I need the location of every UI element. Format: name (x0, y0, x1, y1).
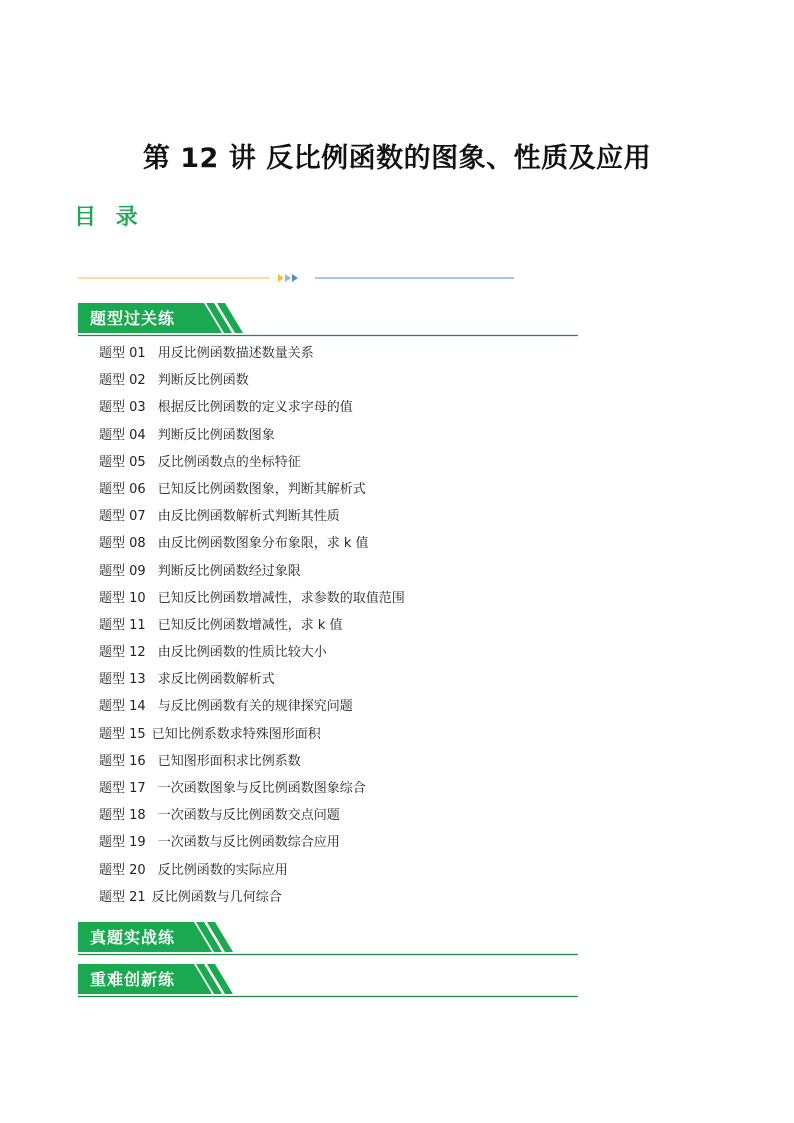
item-number: 题型 02 (99, 373, 146, 389)
toc-item[interactable] (99, 453, 405, 480)
item-number: 题型 03 (99, 400, 146, 416)
toc-item[interactable] (99, 507, 405, 534)
toc-item[interactable] (99, 534, 405, 561)
item-number: 题型 12 (99, 645, 146, 661)
item-number: 题型 16 (99, 753, 146, 769)
item-number: 题型 04 (99, 427, 146, 443)
item-text: 一次函数图象与反比例函数图象综合 (157, 781, 366, 796)
toc-item[interactable] (99, 643, 405, 670)
toc-item[interactable] (99, 697, 405, 724)
item-number: 题型 14 (99, 699, 146, 715)
item-number: 题型 06 (99, 481, 146, 497)
section-header-real-exam[interactable] (78, 922, 578, 956)
item-text: 已知比例系数求特殊图形面积 (151, 726, 321, 742)
item-text: 求反比例函数解析式 (157, 672, 275, 688)
section-label: 真题实战练 (90, 928, 176, 947)
toc-item[interactable] (99, 833, 405, 860)
item-number: 题型 21 (99, 889, 146, 905)
page-title: 第 12 讲 反比例函数的图象、性质及应用 (142, 143, 652, 174)
item-number: 题型 07 (99, 509, 146, 525)
item-text: 根据反比例函数的定义求字母的值 (157, 400, 353, 416)
item-text: 一次函数与反比例函数综合应用 (157, 835, 340, 851)
item-text: 由反比例函数图象分布象限，求 k 值 (157, 536, 369, 552)
item-text: 反比例函数与几何综合 (151, 889, 282, 905)
item-number: 题型 05 (99, 454, 146, 470)
toc-item[interactable] (99, 670, 405, 697)
section-label: 重难创新练 (90, 970, 176, 989)
item-number: 题型 20 (99, 862, 146, 878)
item-number: 题型 18 (99, 808, 146, 824)
toc-item[interactable] (99, 562, 405, 589)
toc-heading: 目 录 (74, 205, 144, 230)
toc-item[interactable] (99, 725, 405, 752)
item-text: 由反比例函数的性质比较大小 (157, 645, 327, 661)
toc-item[interactable] (99, 480, 405, 507)
toc-item[interactable] (99, 344, 405, 371)
toc-item[interactable] (99, 888, 405, 915)
item-text: 已知反比例函数增减性，求 k 值 (157, 617, 343, 633)
item-text: 与反比例函数有关的规律探究问题 (157, 699, 353, 715)
item-text: 判断反比例函数经过象限 (157, 563, 301, 579)
item-number: 题型 09 (99, 563, 146, 579)
item-text: 反比例函数的实际应用 (157, 862, 288, 878)
item-text: 已知反比例函数增减性，求参数的取值范围 (157, 590, 405, 606)
item-text: 用反比例函数描述数量关系 (157, 346, 314, 361)
item-number: 题型 10 (99, 590, 146, 606)
item-number: 题型 13 (99, 672, 146, 688)
item-number: 题型 17 (99, 781, 146, 796)
item-number: 题型 01 (99, 346, 146, 361)
item-number: 题型 19 (99, 835, 146, 851)
toc-item[interactable] (99, 589, 405, 616)
item-number: 题型 15 (99, 726, 146, 742)
item-text: 判断反比例函数图象 (157, 427, 275, 443)
item-text: 判断反比例函数 (157, 373, 249, 389)
item-number: 题型 08 (99, 536, 146, 552)
toc-item[interactable] (99, 371, 405, 398)
toc-item[interactable] (99, 752, 405, 779)
toc-item[interactable] (99, 426, 405, 453)
section-header-practice[interactable] (78, 303, 578, 337)
item-number: 题型 11 (99, 617, 146, 633)
toc-item[interactable] (99, 398, 405, 425)
item-text: 由反比例函数解析式判断其性质 (157, 509, 340, 525)
toc-item[interactable] (99, 616, 405, 643)
item-text: 已知图形面积求比例系数 (157, 753, 301, 769)
decorative-divider (78, 272, 514, 284)
toc-item[interactable] (99, 806, 405, 833)
section-label: 题型过关练 (90, 309, 176, 328)
item-text: 已知反比例函数图象，判断其解析式 (157, 481, 366, 497)
toc-item[interactable] (99, 779, 405, 806)
item-text: 一次函数与反比例函数交点问题 (157, 808, 340, 824)
toc-item[interactable] (99, 861, 405, 888)
toc-list (99, 344, 405, 915)
section-header-innovation[interactable] (78, 964, 578, 998)
item-text: 反比例函数点的坐标特征 (157, 454, 301, 470)
